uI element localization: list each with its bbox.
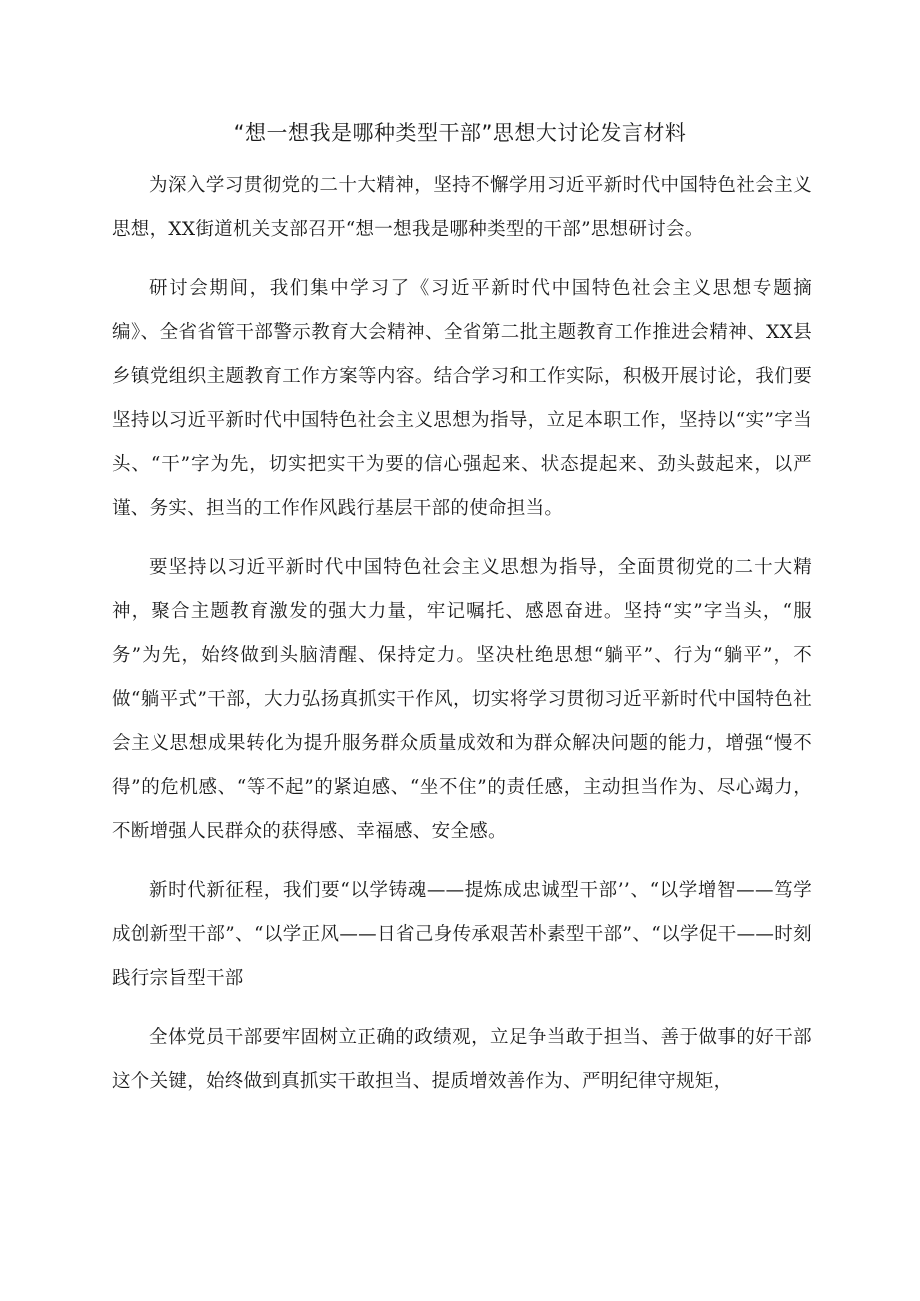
paragraph-4: 新时代新征程，我们要“以学铸魂——提炼成忠诚型干部’’、“以学增智——笃学成创新型干部”、“以学正风——日省己身传承艰苦朴素型干部”、“以学促干——时刻践行宗旨型干部 — [112, 880, 812, 989]
document-title: “想一想我是哪种类型干部”思想大讨论发言材料 — [233, 121, 687, 145]
paragraph-2: 研讨会期间，我们集中学习了《习近平新时代中国特色社会主义思想专题摘编》、全省省管干部警示教育大会精神、全省第二批主题教育工作推进会精神、XX县乡镇党组织主题教育工作方案等内容。结合学习和工作实际，积极开展讨论，我们要坚持以习近平新时代中国特色社会主义思想为指导，立足本职工作，坚持以“实”字当头、“干”字为先，切实把实干为要的信心强起来、状态提起来、劲头鼓起来，以严谨、务实、担当的工作作风践行基层干部的使命担当。 — [112, 278, 812, 519]
paragraph-5: 全体党员干部要牢固树立正确的政绩观，立足争当敢于担当、善于做事的好干部这个关键，始终做到真抓实干敢担当、提质增效善作为、严明纪律守规矩， — [112, 1027, 812, 1092]
paragraph-3: 要坚持以习近平新时代中国特色社会主义思想为指导，全面贯彻党的二十大精神，聚合主题教育激发的强大力量，牢记嘱托、感恩奋进。坚持“实”字当头，“服务”为先，始终做到头脑清醒、保持定力。坚决杜绝思想“躺平”、行为“躺平”，不做“躺平式”干部，大力弘扬真抓实干作风，切实将学习贯彻习近平新时代中国特色社会主义思想成果转化为提升服务群众质量成效和为群众解决问题的能力，增强“慢不得”的危机感、“等不起”的紧迫感、“坐不住”的责任感，主动担当作为、尽心竭力，不断增强人民群众的获得感、幸福感、安全感。 — [112, 557, 812, 842]
document-body — [112, 164, 812, 1119]
paragraph-1: 为深入学习贯彻党的二十大精神，坚持不懈学用习近平新时代中国特色社会主义思想，XX街道机关支部召开“想一想我是哪种类型的干部”思想研讨会。 — [112, 175, 812, 240]
